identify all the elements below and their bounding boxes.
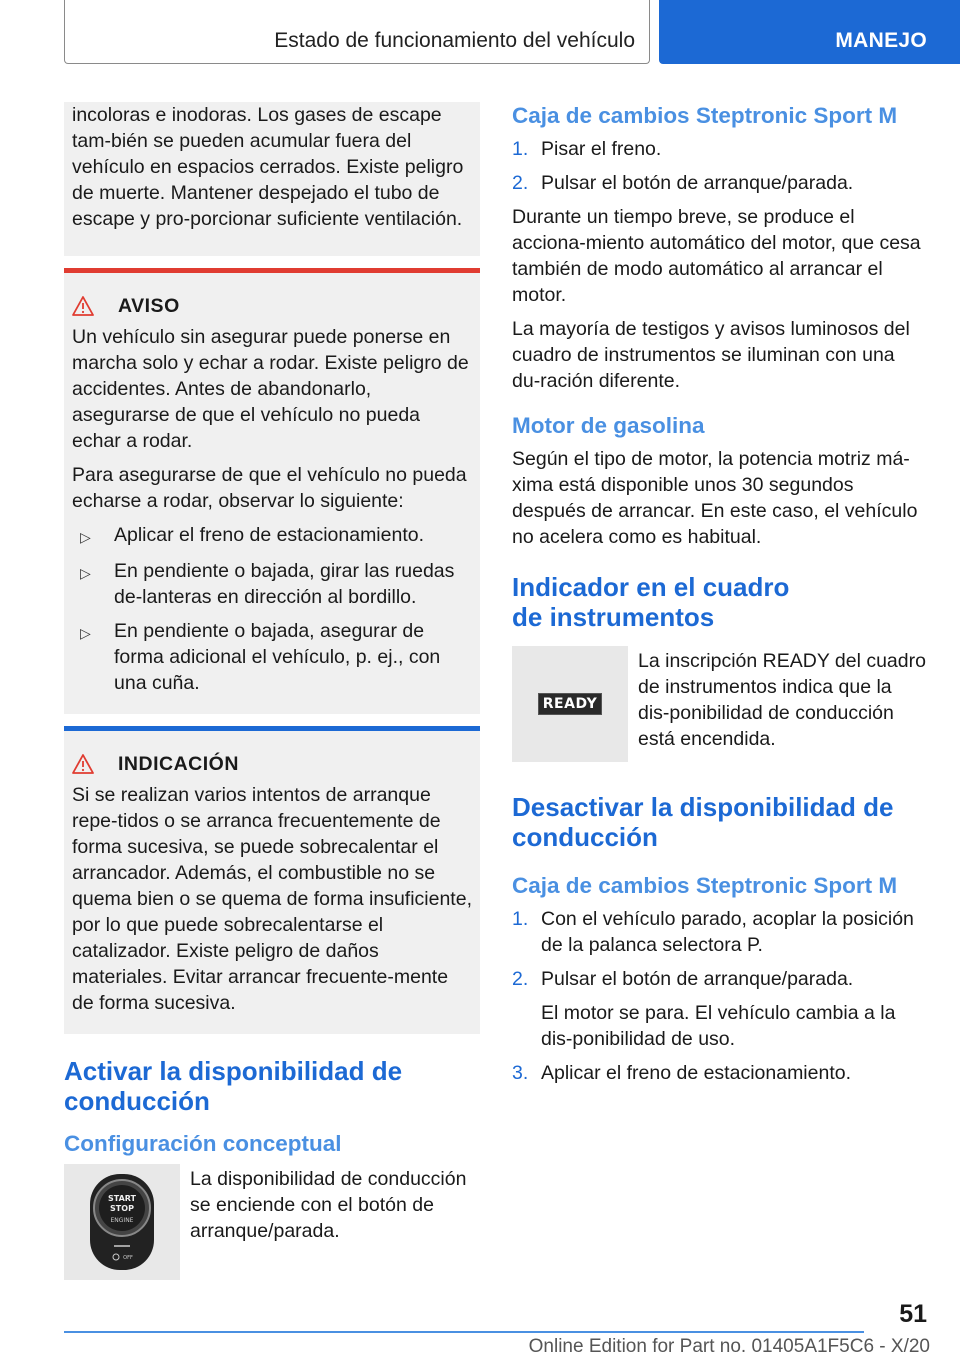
start-stop-media	[64, 1164, 480, 1280]
desactivar-steps	[512, 906, 928, 1086]
indicacion-title: INDICACIÓN	[118, 752, 239, 775]
subheading-steptronic-desactivar: Caja de cambios Steptronic Sport M	[512, 873, 898, 898]
bullet-triangle-icon: ▷	[80, 565, 91, 581]
list-item: 1. Pisar el freno.	[512, 138, 662, 160]
start-stop-button-image	[64, 1164, 180, 1280]
off-label: OFF	[123, 1255, 133, 1261]
header-section-box	[64, 0, 650, 64]
aviso-text-2: Para asegurarse de que el vehículo no pueda echarse a rodar, observar lo siguiente:	[72, 464, 467, 512]
subheading-steptronic-activar: Caja de cambios Steptronic Sport M	[512, 103, 898, 128]
footer-edition: Online Edition for Part no. 01405A1F5C6 - X/20	[528, 1336, 930, 1357]
list-item: ▷ Aplicar el freno de estacionamiento.	[80, 522, 472, 550]
list-item: ▷ En pendiente o bajada, girar las ruedas de-lanteras en dirección al bordillo.	[80, 560, 455, 608]
section-heading-indicador: Indicador en el cuadro de instrumentos	[512, 572, 790, 632]
aviso-notice	[64, 268, 480, 714]
aviso-bullet-list	[80, 522, 472, 696]
list-item: 3. Aplicar el freno de estacionamiento.	[512, 1062, 852, 1084]
header-title: Estado de funcionamiento del vehículo	[274, 29, 635, 52]
bullet-triangle-icon: ▷	[80, 529, 91, 545]
left-column	[64, 102, 480, 1294]
indicacion-text: Si se realizan varios intentos de arranque repe-tidos o se arranca frecuentemente de forma sucesiva, se puede sobrecalentar el arrancador. Además, el combustible no se quema bien o se quema de forma insuficiente, por lo que puede sobrecalentarse el catalizador. Existe peligro de daños materiales. Evitar arrancar frecuente-mente de forma sucesiva.	[72, 784, 472, 1014]
subheading-configuracion: Configuración conceptual	[64, 1131, 342, 1156]
subheading-motor-gasolina: Motor de gasolina	[512, 413, 705, 438]
warning-triangle-icon	[72, 750, 118, 778]
list-item: ▷ En pendiente o bajada, asegurar de forma adicional el vehículo, p. ej., con una cuña.	[80, 620, 441, 694]
list-item: 2. Pulsar el botón de arranque/parada. El motor se para. El vehículo cambia a la dis-ponibilidad de uso.	[512, 968, 896, 1050]
header-chapter-tab	[659, 0, 960, 64]
right-column	[512, 102, 928, 1094]
engine-label: ENGINE	[110, 1217, 134, 1224]
warning-triangle-icon	[72, 292, 118, 320]
ready-media	[512, 646, 928, 762]
ready-indicator-image	[512, 646, 628, 762]
indicacion-header	[72, 748, 472, 780]
page-number: 51	[899, 1300, 927, 1328]
indicacion-notice	[64, 726, 480, 1034]
paragraph-accionamiento: Durante un tiempo breve, se produce el acciona-miento automático del motor, que cesa también de modo automático al arrancar el motor.	[512, 206, 921, 306]
start-stop-description: La disponibilidad de conducción se enciende con el botón de arranque/parada.	[190, 1168, 467, 1242]
exhaust-warning-text: incoloras e inodoras. Los gases de escape tam-bién se pueden acumular fuera del vehículo en espacios cerrados. Existe peligro de muerte. Mantener despejado el tubo de escape y pro-porcionar suficiente ventilación.	[72, 104, 464, 230]
bullet-triangle-icon: ▷	[80, 625, 91, 641]
list-item: 1. Con el vehículo parado, acoplar la posición de la palanca selectora P.	[512, 908, 914, 956]
activar-steps	[512, 136, 928, 196]
paragraph-testigos: La mayoría de testigos y avisos luminosos del cuadro de instrumentos se iluminan con una du-ración diferente.	[512, 318, 910, 392]
aviso-bar	[64, 268, 480, 273]
exhaust-warning-continuation	[64, 102, 480, 256]
header-chapter-label: MANEJO	[835, 29, 927, 52]
aviso-title: AVISO	[118, 294, 180, 317]
section-heading-activar: Activar la disponibilidad de conducción	[64, 1056, 403, 1116]
aviso-header	[72, 290, 472, 322]
section-heading-desactivar: Desactivar la disponibilidad de conducción	[512, 792, 894, 852]
aviso-text-1: Un vehículo sin asegurar puede ponerse en marcha solo y echar a rodar. Existe peligro de accidentes. Antes de abandonarlo, asegurarse de que el vehículo no pueda echar a rodar.	[72, 326, 469, 452]
paragraph-potencia: Según el tipo de motor, la potencia motriz má-xima está disponible unos 30 segundos después de arrancar. En este caso, el vehículo no acelera como es habitual.	[512, 448, 918, 548]
start-label: START	[107, 1194, 137, 1203]
indicacion-bar	[64, 726, 480, 731]
footer-divider	[64, 1331, 864, 1333]
stop-label: STOP	[110, 1204, 134, 1213]
list-item: 2. Pulsar el botón de arranque/parada.	[512, 172, 854, 194]
ready-description: La inscripción READY del cuadro de instrumentos indica que la dis-ponibilidad de conducción está encendida.	[638, 650, 926, 750]
ready-badge: READY	[538, 693, 602, 715]
